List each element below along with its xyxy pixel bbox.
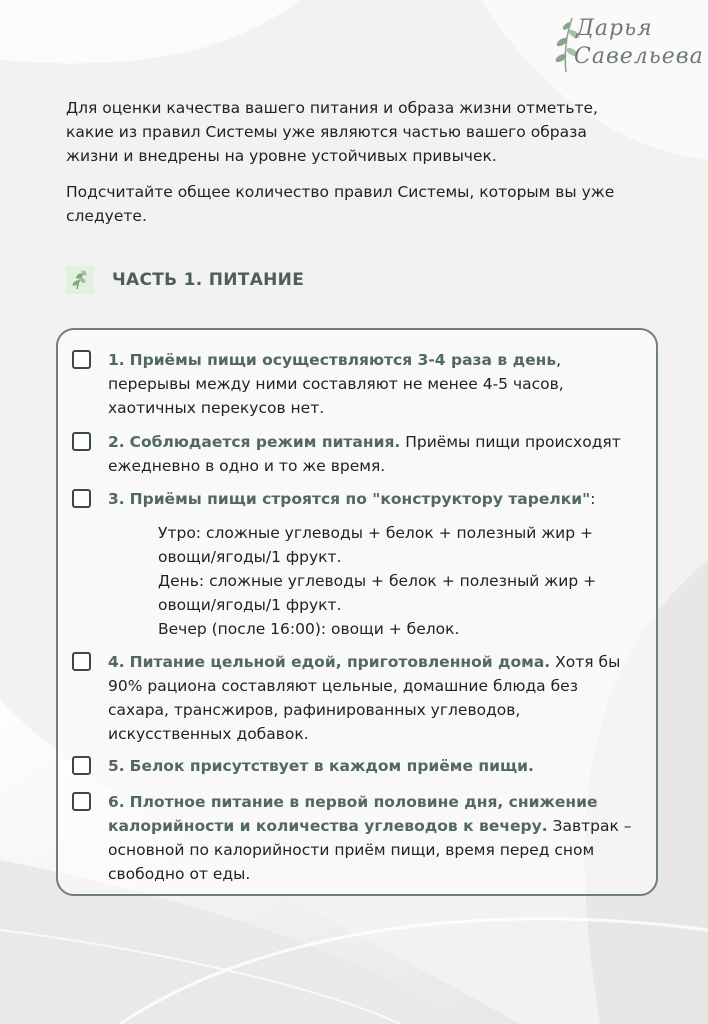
rule-6-line-c: основной по калорийности приём пищи, время перед сном xyxy=(108,841,595,859)
rule-6-title-a: Плотное питание в первой половине дня, снижение xyxy=(129,793,598,811)
rule-3-checkbox[interactable] xyxy=(72,489,91,508)
rule-6-rest-b: Завтрак – xyxy=(552,817,632,835)
rule-3-sub-5: Вечер (после 16:00): овощи + белок. xyxy=(158,620,460,638)
brand-logo xyxy=(548,14,704,76)
rule-4-number: 4. xyxy=(108,653,125,671)
rule-3-sub-4: овощи/ягоды/1 фрукт. xyxy=(158,596,342,614)
rule-4-checkbox[interactable] xyxy=(72,652,91,671)
rule-5-checkbox[interactable] xyxy=(72,756,91,775)
rule-1-sep: , xyxy=(556,351,562,369)
rule-2-number: 2. xyxy=(108,433,125,451)
rule-5-number: 5. xyxy=(108,757,125,775)
logo-first-name: Дарья xyxy=(576,16,653,41)
rule-3-sub-1: Утро: сложные углеводы + белок + полезный жир + xyxy=(158,524,593,542)
rule-2-checkbox[interactable] xyxy=(72,432,91,451)
rule-4-line-c: сахара, трансжиров, рафинированных углеводов, xyxy=(108,701,521,719)
rule-item-5 xyxy=(72,754,642,778)
intro-paragraph-1: Для оценки качества вашего питания и образа жизни отметьте, какие из правил Системы уже являются частью вашего образа жизни и внедрены на уровне устойчивых привычек. xyxy=(66,99,598,165)
rule-1-line-b: хаотичных перекусов нет. xyxy=(108,399,325,417)
intro-text xyxy=(66,96,636,240)
rule-3-sub-2: овощи/ягоды/1 фрукт. xyxy=(158,548,342,566)
rule-3-sub-3: День: сложные углеводы + белок + полезный жир + xyxy=(158,572,597,590)
rule-3-sep: : xyxy=(590,490,596,508)
rule-1-checkbox[interactable] xyxy=(72,350,91,369)
rule-4-rest-a: Хотя бы xyxy=(555,653,621,671)
rule-1-line-a: перерывы между ними составляют не менее 4-5 часов, xyxy=(108,375,564,393)
rule-2-rest-a: Приёмы пищи происходят xyxy=(405,433,621,451)
rule-3-plate-list xyxy=(158,521,638,641)
rule-item-4 xyxy=(72,650,642,746)
rule-6-line-d: свободно от еды. xyxy=(108,865,251,883)
section-title: ЧАСТЬ 1. ПИТАНИЕ xyxy=(112,270,305,290)
rule-item-3 xyxy=(72,487,642,511)
rule-6-title-b: калорийности и количества углеводов к вечеру. xyxy=(108,817,548,835)
section-header xyxy=(66,266,304,294)
intro-paragraph-2: Подсчитайте общее количество правил Системы, которым вы уже следуете. xyxy=(66,183,615,225)
rule-1-title: Приёмы пищи осуществляются 3-4 раза в день xyxy=(129,351,557,369)
rule-4-line-d: искусственных добавок. xyxy=(108,725,309,743)
rule-2-line-b: ежедневно в одно и то же время. xyxy=(108,457,386,475)
rule-6-number: 6. xyxy=(108,793,125,811)
rule-4-title: Питание цельной едой, приготовленной дома. xyxy=(129,653,551,671)
rule-1-number: 1. xyxy=(108,351,125,369)
rule-2-title: Соблюдается режим питания. xyxy=(129,433,401,451)
rule-6-checkbox[interactable] xyxy=(72,792,91,811)
rule-3-number: 3. xyxy=(108,490,125,508)
rule-4-line-b: 90% рациона составляют цельные, домашние блюда без xyxy=(108,677,578,695)
rule-3-title: Приёмы пищи строятся по "конструктору тарелки" xyxy=(129,490,591,508)
leaf-icon xyxy=(66,266,94,294)
rule-item-6 xyxy=(72,790,642,886)
rule-item-2 xyxy=(72,430,642,478)
rule-item-1 xyxy=(72,348,642,420)
rule-5-title: Белок присутствует в каждом приёме пищи. xyxy=(129,757,534,775)
rules-card xyxy=(56,328,658,896)
logo-last-name: Савельева xyxy=(574,44,704,69)
